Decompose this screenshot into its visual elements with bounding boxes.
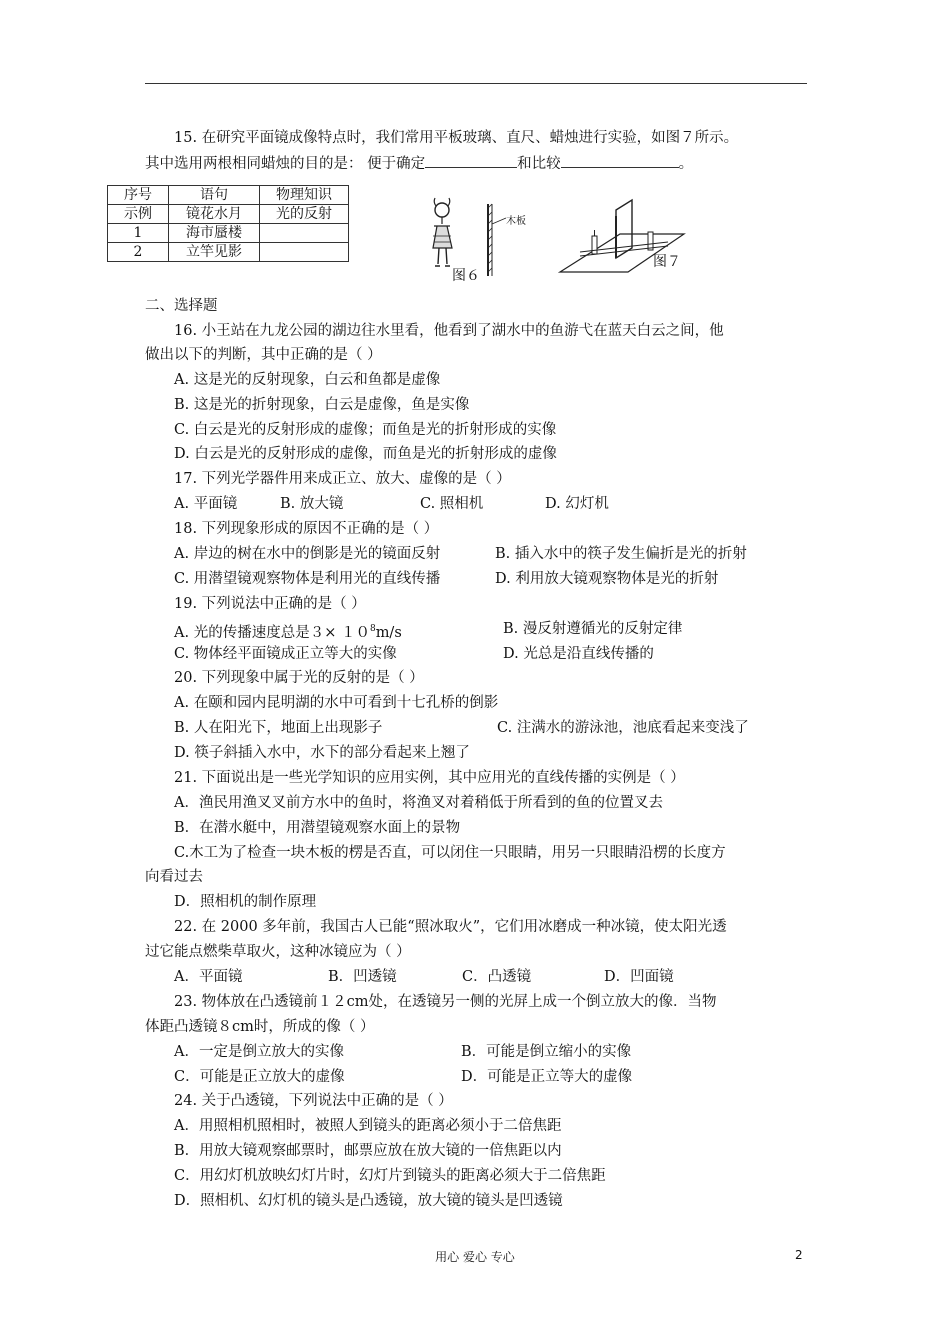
q16-option-c: C. 白云是光的反射形成的虚像；而鱼是光的折射形成的实像 xyxy=(174,422,557,438)
q16-stem-2: 做出以下的判断，其中正确的是（ ） xyxy=(145,347,382,363)
q21-option-c-2: 向看过去 xyxy=(145,869,203,885)
q18-option-d: D. 利用放大镜观察物体是光的折射 xyxy=(495,571,719,587)
q21-option-a: A．渔民用渔叉叉前方水中的鱼时，将渔叉对着稍低于所看到的鱼的位置叉去 xyxy=(174,795,663,811)
table-row: 1 海市蜃楼 xyxy=(108,224,349,243)
q20-stem: 20. 下列现象中属于光的反射的是（ ） xyxy=(174,670,424,686)
q19-option-d: D. 光总是沿直线传播的 xyxy=(503,646,654,662)
q22-stem-2: 过它能点燃柴草取火，这种冰镜应为（ ） xyxy=(145,944,411,960)
q23-option-b: B．可能是倒立缩小的实像 xyxy=(461,1044,632,1060)
q24-option-b: B．用放大镜观察邮票时，邮票应放在放大镜的一倍焦距以内 xyxy=(174,1143,562,1159)
q22-option-c: C．凸透镜 xyxy=(462,969,532,985)
q16-option-a: A. 这是光的反射现象，白云和鱼都是虚像 xyxy=(174,372,441,388)
q24-option-d: D．照相机、幻灯机的镜头是凸透镜，放大镜的镜头是凹透镜 xyxy=(174,1193,563,1209)
q15-line1: 15. 在研究平面镜成像特点时，我们常用平板玻璃、直尺、蜡烛进行实验，如图７所示。 xyxy=(174,130,739,146)
q16-option-b: B. 这是光的折射现象，白云是虚像，鱼是实像 xyxy=(174,397,470,413)
q20-option-d: D. 筷子斜插入水中，水下的部分看起来上翘了 xyxy=(174,745,470,761)
q21-option-c-1: C.木工为了检查一块木板的楞是否直，可以闭住一只眼睛，用另一只眼睛沿楞的长度方 xyxy=(174,845,726,861)
q17-option-b: B. 放大镜 xyxy=(280,496,344,512)
q21-stem: 21. 下面说出是一些光学知识的应用实例，其中应用光的直线传播的实例是（ ） xyxy=(174,770,685,786)
q19-option-c: C. 物体经平面镜成正立等大的实像 xyxy=(174,646,397,662)
q18-stem: 18. 下列现象形成的原因不正确的是（ ） xyxy=(174,521,439,537)
q19-option-b: B. 漫反射遵循光的反射定律 xyxy=(503,621,683,637)
q19-option-a: A. 光的传播速度总是$3\times 10^8m/s$ xyxy=(174,624,402,641)
q21-option-b: B．在潜水艇中，用潜望镜观察水面上的景物 xyxy=(174,820,461,836)
q21-option-d: D．照相机的制作原理 xyxy=(174,894,317,910)
fig7-label: 图７ xyxy=(653,254,681,270)
q16-option-d: D. 白云是光的反射形成的虚像，而鱼是光的折射形成的虚像 xyxy=(174,446,557,462)
q23-option-c: C．可能是正立放大的虚像 xyxy=(174,1069,345,1085)
q24-option-c: C．用幻灯机放映幻灯片时，幻灯片到镜头的距离必须大于二倍焦距 xyxy=(174,1168,606,1184)
q20-option-b: B. 人在阳光下，地面上出现影子 xyxy=(174,720,383,736)
q18-option-b: B. 插入水中的筷子发生偏折是光的折射 xyxy=(495,546,747,562)
knowledge-table xyxy=(107,185,349,262)
fig6-label: 图６ xyxy=(452,268,480,284)
section-title: 二、选择题 xyxy=(145,298,218,314)
q24-stem: 24. 关于凸透镜，下列说法中正确的是（ ） xyxy=(174,1093,453,1109)
q20-option-c: C. 注满水的游泳池，池底看起来变浅了 xyxy=(497,720,749,736)
blank-2 xyxy=(561,153,679,168)
q22-stem-1: 22. 在 2000 多年前，我国古人已能“照冰取火”，它们用冰磨成一种冰镜，使太阳光透 xyxy=(174,919,727,935)
page-number: 2 xyxy=(795,1248,803,1262)
header-rule xyxy=(145,83,807,84)
q17-option-a: A. 平面镜 xyxy=(174,496,238,512)
q23-option-d: D．可能是正立等大的虚像 xyxy=(461,1069,633,1085)
q23-stem-1: 23. 物体放在凸透镜前１２cm处，在透镜另一侧的光屏上成一个倒立放大的像．当物 xyxy=(174,994,717,1010)
table-row: 2 立竿见影 xyxy=(108,243,349,262)
page-footer: 用心 爱心 专心 xyxy=(435,1250,515,1264)
q22-option-a: A．平面镜 xyxy=(174,969,243,985)
table-header-row: 序号 语句 物理知识 xyxy=(108,186,349,205)
q17-stem: 17. 下列光学器件用来成正立、放大、虚像的是（ ） xyxy=(174,471,511,487)
fig6-board-label: 木板 xyxy=(506,216,526,227)
q17-option-d: D. 幻灯机 xyxy=(545,496,609,512)
q15-line2: 其中选用两根相同蜡烛的目的是： 便于确定 和比较 。 xyxy=(145,153,825,174)
q22-option-b: B．凹透镜 xyxy=(328,969,397,985)
q23-option-a: A．一定是倒立放大的实像 xyxy=(174,1044,344,1060)
figure-6-girl-mirror xyxy=(428,196,548,280)
q17-option-c: C. 照相机 xyxy=(420,496,484,512)
q20-option-a: A. 在颐和园内昆明湖的水中可看到十七孔桥的倒影 xyxy=(174,695,499,711)
table-row: 示例 镜花水月 光的反射 xyxy=(108,205,349,224)
q24-option-a: A．用照相机照相时，被照人到镜头的距离必须小于二倍焦距 xyxy=(174,1118,562,1134)
q22-option-d: D．凹面镜 xyxy=(604,969,674,985)
q18-option-c: C. 用潜望镜观察物体是利用光的直线传播 xyxy=(174,571,441,587)
q19-stem: 19. 下列说法中正确的是（ ） xyxy=(174,596,366,612)
blank-1 xyxy=(425,153,517,168)
q16-stem-1: 16. 小王站在九龙公园的湖边往水里看，他看到了湖水中的鱼游弋在蓝天白云之间，他 xyxy=(174,323,724,339)
q23-stem-2: 体距凸透镜８cm时，所成的像（ ） xyxy=(145,1019,375,1035)
q18-option-a: A. 岸边的树在水中的倒影是光的镜面反射 xyxy=(174,546,441,562)
